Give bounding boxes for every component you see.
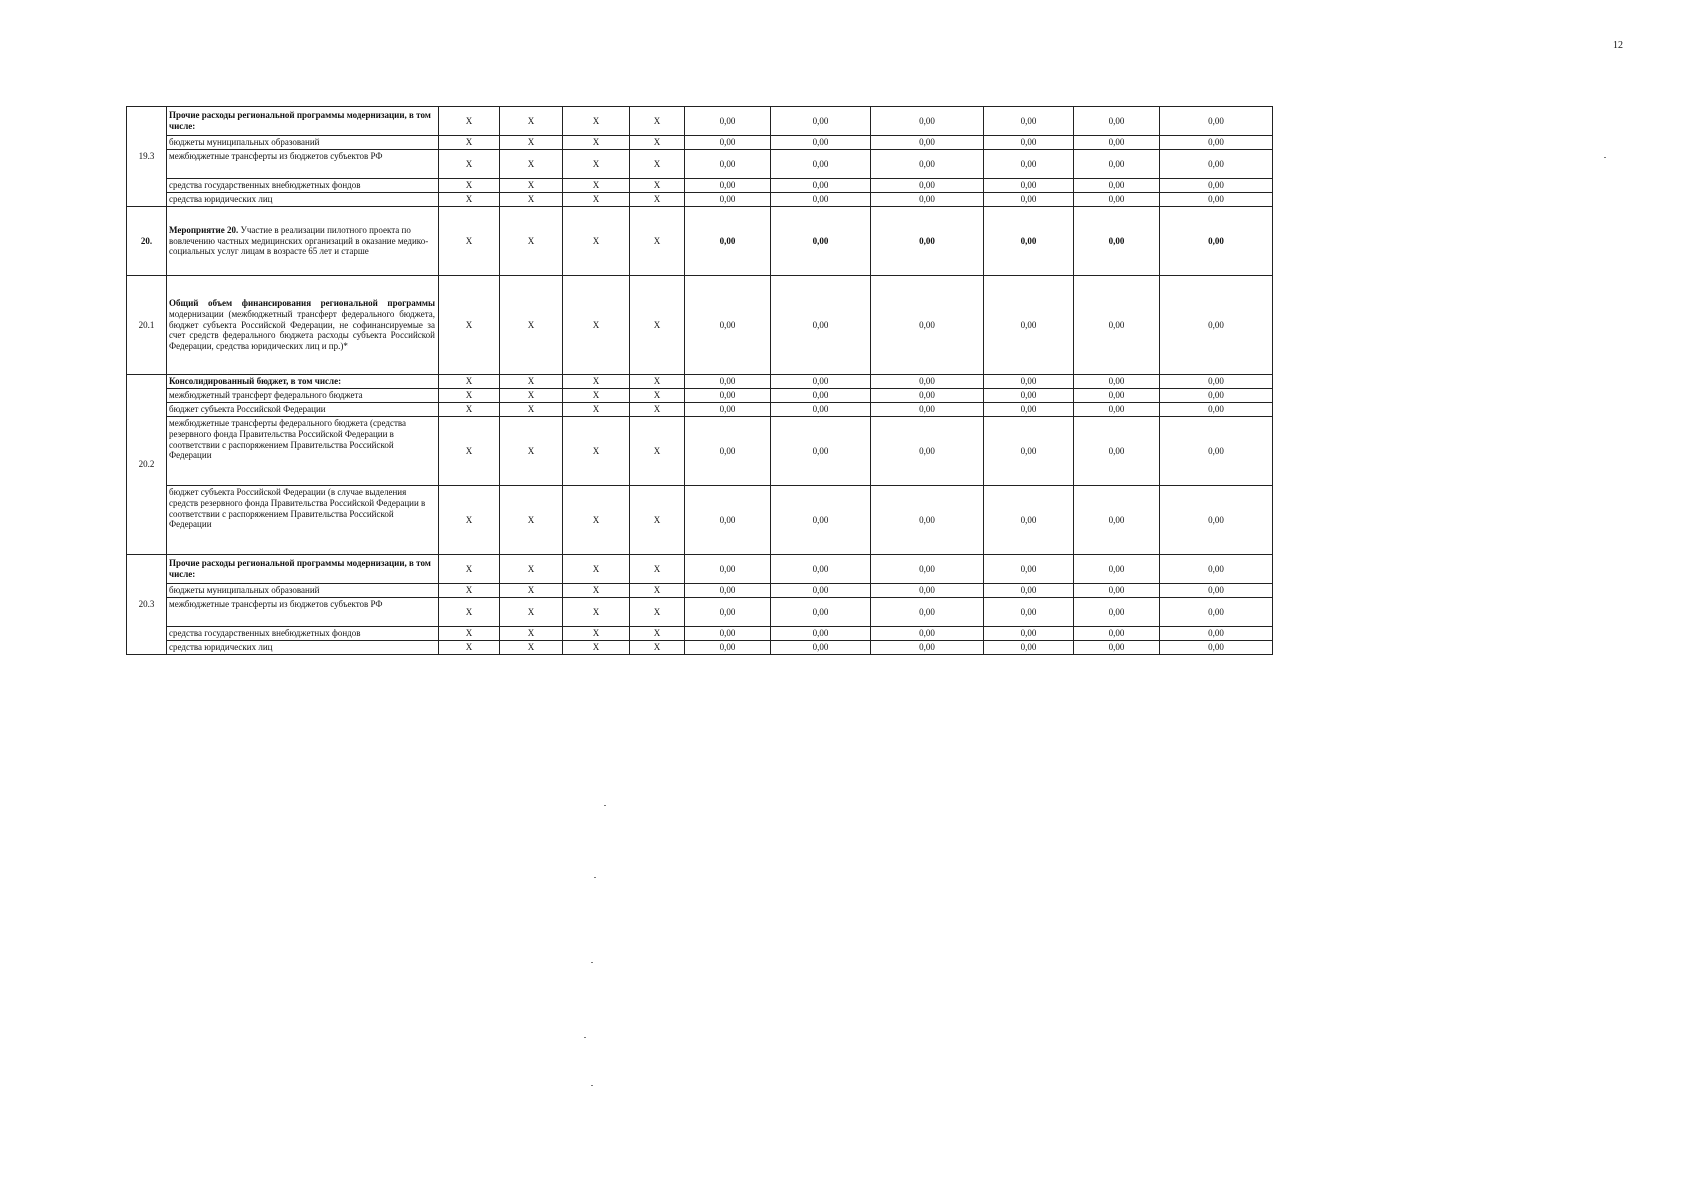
scan-speck (594, 877, 596, 878)
table-row (127, 627, 1273, 641)
amount-cell: 0,00 (984, 179, 1074, 193)
amount-cell: 0,00 (685, 375, 771, 389)
x-cell: X (439, 403, 500, 417)
x-cell: X (630, 107, 685, 136)
amount-cell: 0,00 (984, 375, 1074, 389)
row-label: межбюджетный трансферт федерального бюджета (167, 389, 439, 403)
amount-cell: 0,00 (1160, 641, 1273, 655)
scan-speck (604, 805, 606, 806)
amount-cell: 0,00 (771, 584, 871, 598)
amount-cell: 0,00 (1074, 584, 1160, 598)
x-cell: X (563, 207, 630, 276)
amount-cell: 0,00 (1074, 193, 1160, 207)
row-label-bold: Общий объем финансирования региональной программы (169, 298, 435, 308)
table-row (127, 584, 1273, 598)
amount-cell: 0,00 (1160, 193, 1273, 207)
financing-table (126, 106, 1273, 655)
amount-cell: 0,00 (771, 555, 871, 584)
x-cell: X (630, 207, 685, 276)
amount-cell: 0,00 (771, 389, 871, 403)
amount-cell: 0,00 (771, 136, 871, 150)
amount-cell: 0,00 (771, 150, 871, 179)
amount-cell: 0,00 (984, 486, 1074, 555)
amount-cell: 0,00 (771, 417, 871, 486)
amount-cell: 0,00 (1160, 107, 1273, 136)
x-cell: X (630, 598, 685, 627)
amount-cell: 0,00 (771, 375, 871, 389)
amount-cell: 0,00 (1160, 486, 1273, 555)
amount-cell: 0,00 (871, 276, 984, 375)
row-label: межбюджетные трансферты федерального бюджета (средства резервного фонда Правительства Российской Федерации в соответствии с распоряжением Правительства Российской Федерации (167, 417, 439, 486)
x-cell: X (563, 193, 630, 207)
x-cell: X (630, 193, 685, 207)
amount-cell: 0,00 (1160, 136, 1273, 150)
amount-cell: 0,00 (1160, 403, 1273, 417)
amount-cell: 0,00 (771, 598, 871, 627)
x-cell: X (630, 486, 685, 555)
row-label: бюджет субъекта Российской Федерации (167, 403, 439, 417)
amount-cell: 0,00 (871, 193, 984, 207)
x-cell: X (439, 107, 500, 136)
x-cell: X (500, 276, 563, 375)
x-cell: X (630, 627, 685, 641)
x-cell: X (500, 417, 563, 486)
scan-speck (584, 1037, 586, 1038)
x-cell: X (500, 150, 563, 179)
x-cell: X (439, 598, 500, 627)
amount-cell: 0,00 (984, 107, 1074, 136)
table-row (127, 389, 1273, 403)
row-label-rest: Участие в реализации пилотного проекта по вовлечению частных медицинских организаций в оказание медико-социальных услуг лицам в возрасте 65 лет и старше (169, 224, 429, 257)
x-cell: X (563, 389, 630, 403)
amount-cell: 0,00 (1074, 107, 1160, 136)
amount-cell: 0,00 (1160, 584, 1273, 598)
amount-cell: 0,00 (871, 389, 984, 403)
amount-cell: 0,00 (1074, 403, 1160, 417)
x-cell: X (630, 375, 685, 389)
x-cell: X (563, 276, 630, 375)
amount-cell: 0,00 (1160, 276, 1273, 375)
amount-cell: 0,00 (1074, 417, 1160, 486)
table-row (127, 598, 1273, 627)
amount-cell: 0,00 (871, 555, 984, 584)
amount-cell: 0,00 (871, 486, 984, 555)
amount-cell: 0,00 (1074, 389, 1160, 403)
amount-cell: 0,00 (685, 107, 771, 136)
amount-cell: 0,00 (871, 150, 984, 179)
amount-cell: 0,00 (984, 598, 1074, 627)
amount-cell: 0,00 (771, 486, 871, 555)
amount-cell: 0,00 (771, 641, 871, 655)
x-cell: X (630, 276, 685, 375)
amount-cell: 0,00 (984, 403, 1074, 417)
x-cell: X (563, 375, 630, 389)
amount-cell: 0,00 (984, 584, 1074, 598)
amount-cell: 0,00 (685, 641, 771, 655)
x-cell: X (563, 584, 630, 598)
amount-cell: 0,00 (771, 207, 871, 276)
amount-cell: 0,00 (685, 627, 771, 641)
amount-cell: 0,00 (1074, 555, 1160, 584)
amount-cell: 0,00 (871, 627, 984, 641)
row-number: 20.1 (127, 276, 167, 375)
table-row (127, 179, 1273, 193)
x-cell: X (500, 136, 563, 150)
amount-cell: 0,00 (1160, 389, 1273, 403)
x-cell: X (439, 207, 500, 276)
amount-cell: 0,00 (984, 150, 1074, 179)
x-cell: X (500, 627, 563, 641)
row-number: 20.2 (127, 375, 167, 555)
amount-cell: 0,00 (871, 584, 984, 598)
x-cell: X (439, 486, 500, 555)
row-label (167, 207, 439, 276)
x-cell: X (563, 136, 630, 150)
x-cell: X (439, 179, 500, 193)
row-label: межбюджетные трансферты из бюджетов субъектов РФ (167, 150, 439, 179)
x-cell: X (439, 150, 500, 179)
amount-cell: 0,00 (984, 136, 1074, 150)
x-cell: X (563, 107, 630, 136)
table-row (127, 375, 1273, 389)
row-label: межбюджетные трансферты из бюджетов субъектов РФ (167, 598, 439, 627)
x-cell: X (563, 417, 630, 486)
row-number: 20.3 (127, 555, 167, 655)
x-cell: X (563, 641, 630, 655)
row-label (167, 276, 439, 375)
table-row (127, 555, 1273, 584)
x-cell: X (630, 641, 685, 655)
page-number: 12 (1613, 40, 1623, 51)
amount-cell: 0,00 (1160, 598, 1273, 627)
row-label: средства государственных внебюджетных фондов (167, 179, 439, 193)
amount-cell: 0,00 (685, 193, 771, 207)
amount-cell: 0,00 (984, 417, 1074, 486)
amount-cell: 0,00 (771, 276, 871, 375)
x-cell: X (500, 641, 563, 655)
row-label: Консолидированный бюджет, в том числе: (167, 375, 439, 389)
amount-cell: 0,00 (1074, 207, 1160, 276)
scan-speck (1604, 157, 1606, 158)
amount-cell: 0,00 (685, 403, 771, 417)
amount-cell: 0,00 (1160, 627, 1273, 641)
amount-cell: 0,00 (771, 107, 871, 136)
x-cell: X (439, 584, 500, 598)
x-cell: X (563, 486, 630, 555)
amount-cell: 0,00 (1074, 486, 1160, 555)
amount-cell: 0,00 (984, 627, 1074, 641)
row-number: 19.3 (127, 107, 167, 207)
amount-cell: 0,00 (685, 486, 771, 555)
amount-cell: 0,00 (1160, 555, 1273, 584)
amount-cell: 0,00 (771, 179, 871, 193)
amount-cell: 0,00 (771, 403, 871, 417)
x-cell: X (563, 627, 630, 641)
x-cell: X (500, 389, 563, 403)
amount-cell: 0,00 (984, 276, 1074, 375)
amount-cell: 0,00 (1074, 179, 1160, 193)
x-cell: X (500, 598, 563, 627)
x-cell: X (439, 641, 500, 655)
amount-cell: 0,00 (984, 207, 1074, 276)
x-cell: X (630, 179, 685, 193)
amount-cell: 0,00 (1074, 641, 1160, 655)
amount-cell: 0,00 (1074, 150, 1160, 179)
x-cell: X (630, 555, 685, 584)
row-label: Прочие расходы региональной программы модернизации, в том числе: (167, 107, 439, 136)
row-label-bold: Мероприятие 20. (169, 224, 239, 235)
table-row (127, 403, 1273, 417)
amount-cell: 0,00 (1074, 627, 1160, 641)
row-label: бюджет субъекта Российской Федерации (в случае выделения средств резервного фонда Правительства Российской Федерации в соответствии с распоряжением Правительства Российской Федерации (167, 486, 439, 555)
row-label: бюджеты муниципальных образований (167, 584, 439, 598)
x-cell: X (630, 417, 685, 486)
amount-cell: 0,00 (871, 136, 984, 150)
amount-cell: 0,00 (1074, 375, 1160, 389)
x-cell: X (439, 276, 500, 375)
x-cell: X (500, 486, 563, 555)
amount-cell: 0,00 (984, 641, 1074, 655)
scan-speck (591, 962, 593, 963)
x-cell: X (630, 150, 685, 179)
amount-cell: 0,00 (1074, 598, 1160, 627)
table-row (127, 150, 1273, 179)
x-cell: X (439, 193, 500, 207)
amount-cell: 0,00 (685, 136, 771, 150)
x-cell: X (500, 555, 563, 584)
x-cell: X (500, 179, 563, 193)
table-row (127, 417, 1273, 486)
x-cell: X (439, 375, 500, 389)
amount-cell: 0,00 (771, 627, 871, 641)
amount-cell: 0,00 (871, 598, 984, 627)
x-cell: X (439, 136, 500, 150)
scan-speck (591, 1085, 593, 1086)
amount-cell: 0,00 (1074, 136, 1160, 150)
amount-cell: 0,00 (685, 584, 771, 598)
amount-cell: 0,00 (871, 641, 984, 655)
x-cell: X (630, 403, 685, 417)
amount-cell: 0,00 (871, 403, 984, 417)
amount-cell: 0,00 (685, 598, 771, 627)
amount-cell: 0,00 (1160, 150, 1273, 179)
amount-cell: 0,00 (685, 417, 771, 486)
amount-cell: 0,00 (984, 193, 1074, 207)
table-row (127, 136, 1273, 150)
x-cell: X (563, 150, 630, 179)
row-label: бюджеты муниципальных образований (167, 136, 439, 150)
x-cell: X (439, 627, 500, 641)
amount-cell: 0,00 (685, 276, 771, 375)
x-cell: X (630, 389, 685, 403)
x-cell: X (439, 417, 500, 486)
amount-cell: 0,00 (871, 179, 984, 193)
amount-cell: 0,00 (1160, 375, 1273, 389)
x-cell: X (500, 193, 563, 207)
table-row (127, 486, 1273, 555)
x-cell: X (500, 403, 563, 417)
x-cell: X (439, 389, 500, 403)
x-cell: X (630, 136, 685, 150)
amount-cell: 0,00 (771, 193, 871, 207)
amount-cell: 0,00 (1074, 276, 1160, 375)
table-row (127, 107, 1273, 136)
table-row (127, 193, 1273, 207)
row-label: Прочие расходы региональной программы модернизации, в том числе: (167, 555, 439, 584)
table-row (127, 641, 1273, 655)
x-cell: X (563, 555, 630, 584)
amount-cell: 0,00 (1160, 179, 1273, 193)
amount-cell: 0,00 (685, 389, 771, 403)
amount-cell: 0,00 (1160, 207, 1273, 276)
row-label: средства юридических лиц (167, 193, 439, 207)
row-label: средства государственных внебюджетных фондов (167, 627, 439, 641)
x-cell: X (439, 555, 500, 584)
amount-cell: 0,00 (871, 107, 984, 136)
x-cell: X (500, 584, 563, 598)
amount-cell: 0,00 (871, 207, 984, 276)
row-label: средства юридических лиц (167, 641, 439, 655)
amount-cell: 0,00 (871, 417, 984, 486)
amount-cell: 0,00 (984, 555, 1074, 584)
amount-cell: 0,00 (984, 389, 1074, 403)
x-cell: X (563, 598, 630, 627)
x-cell: X (500, 107, 563, 136)
amount-cell: 0,00 (685, 555, 771, 584)
table-row (127, 276, 1273, 375)
table-row (127, 207, 1273, 276)
x-cell: X (563, 403, 630, 417)
x-cell: X (630, 584, 685, 598)
amount-cell: 0,00 (685, 150, 771, 179)
amount-cell: 0,00 (871, 375, 984, 389)
row-number: 20. (127, 207, 167, 276)
amount-cell: 0,00 (685, 179, 771, 193)
row-label-rest: модернизации (межбюджетный трансферт федерального бюджета, бюджет субъекта Российской Федерации, не софинансируемые за счет средств федерального бюджета расходы субъекта Российской Федерации, средства юридических лиц и пр.)* (169, 308, 435, 352)
amount-cell: 0,00 (685, 207, 771, 276)
x-cell: X (500, 207, 563, 276)
x-cell: X (500, 375, 563, 389)
amount-cell: 0,00 (1160, 417, 1273, 486)
x-cell: X (563, 179, 630, 193)
